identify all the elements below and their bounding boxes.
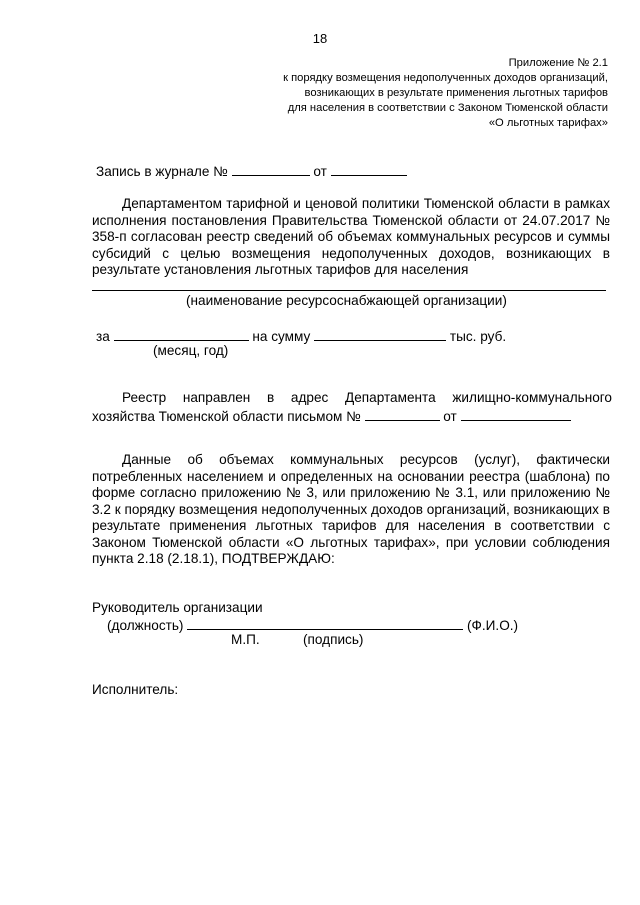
stamp-label: М.П. (231, 632, 260, 647)
for-label: за (96, 329, 110, 344)
month-year-field[interactable] (114, 327, 249, 341)
page-number: 18 (312, 31, 328, 46)
confirmation-paragraph: Данные об объемах коммунальных ресурсов (услуг), фактически потребленных населением и определенных на основании реестра (шаблона) по форме согласно приложению № 3, или приложению № 3.1, или приложению № 3.2 к порядку возмещения недополученных доходов организаций, возникающих в результате применения льготных тарифов для населения в соответствии с Законом Тюменской области «О льготных тарифах», при условии соблюдения пункта 2.18 (2.18.1), ПОДТВЕРЖДАЮ: (92, 452, 610, 566)
appendix-line: «О льготных тарифах» (488, 117, 608, 129)
journal-label: Запись в журнале № (96, 164, 228, 179)
department-paragraph: Департаментом тарифной и ценовой политики Тюменской области в рамках исполнения постановления Правительства Тюменской области от 24.07.2017 № 358-п согласован реестр сведений об объемах коммунальных ресурсов и суммы субсидий с целью возмещения недополученных доходов, возникающих в результате установления льготных тарифов для населения (92, 196, 610, 277)
signature-field[interactable] (187, 616, 463, 630)
appendix-line: Приложение № 2.1 (508, 57, 608, 69)
organization-caption: (наименование ресурсоснабжающей организации) (186, 293, 507, 308)
position-label: (должность) (107, 618, 184, 633)
executor-label: Исполнитель: (92, 682, 179, 697)
journal-entry-line (96, 162, 407, 181)
registry-from-label: от (443, 408, 457, 424)
journal-number-field[interactable] (232, 162, 310, 176)
signature-caption: (подпись) (303, 632, 364, 647)
fio-label: (Ф.И.О.) (467, 618, 519, 633)
month-year-caption: (месяц, год) (153, 343, 229, 358)
head-label: Руководитель организации (92, 600, 263, 615)
appendix-header (283, 56, 608, 131)
letter-date-field[interactable] (461, 407, 571, 421)
journal-date-field[interactable] (331, 162, 407, 176)
appendix-line: к порядку возмещения недополученных доходов организаций, (283, 72, 608, 84)
sum-label: на сумму (252, 329, 311, 344)
organization-name-field[interactable] (92, 290, 606, 291)
registry-paragraph: Реестр направлен в адрес Департамента жилищно-коммунального хозяйства Тюменской области письмом № от (92, 390, 612, 424)
appendix-line: возникающих в результате применения льготных тарифов (304, 87, 608, 99)
appendix-line: для населения в соответствии с Законом Тюменской области (287, 102, 608, 114)
sum-field[interactable] (314, 327, 446, 341)
journal-from-label: от (313, 164, 327, 179)
unit-label: тыс. руб. (449, 329, 507, 344)
letter-number-field[interactable] (365, 407, 440, 421)
